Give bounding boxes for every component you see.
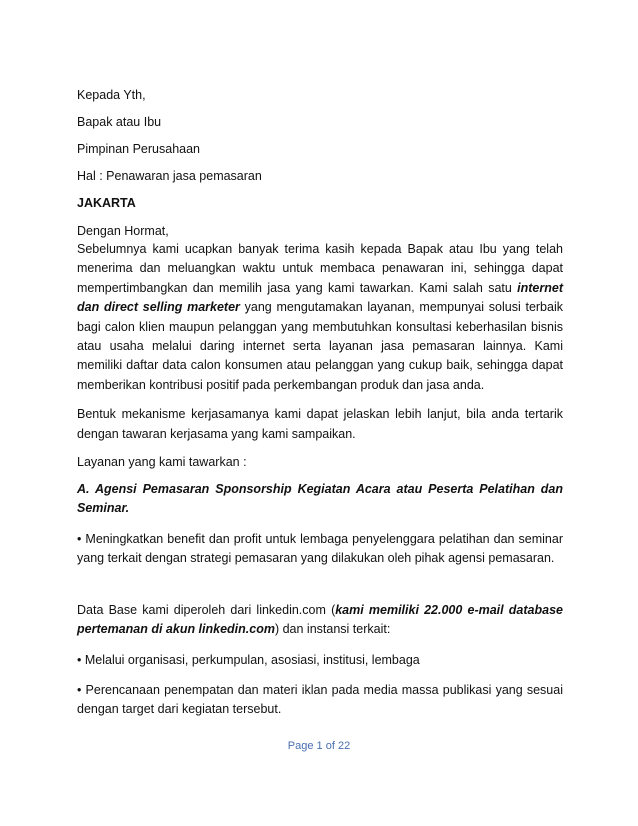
paragraph-intro <box>77 240 563 395</box>
page-number: Page 1 of 22 <box>287 740 351 752</box>
paragraph-intro-part2: yang mengutamakan layanan, mempunyai solusi terbaik bagi calon klien maupun pelanggan yang membutuhkan konsultasi keberhasilan bisnis atau usaha melalui daring internet serta layanan jasa pemasaran lainnya. Kami memiliki daftar data calon konsumen atau pelanggan yang cukup baik, sehingga dapat memberikan kontribusi positif pada perkembangan produk dan jasa anda. <box>77 300 563 392</box>
paragraph-intro-emphasis: internet dan direct selling marketer <box>77 280 563 315</box>
services-intro: Layanan yang kami tawarkan : <box>77 455 247 470</box>
recipient-line-1: Kepada Yth, <box>77 88 146 102</box>
bullet-media-planning: • Perencanaan penempatan dan materi iklan pada media massa publikasi yang sesuai dengan target dari kegiatan tersebut. <box>77 682 563 717</box>
letter-body <box>77 88 563 720</box>
city-line: JAKARTA <box>77 196 136 210</box>
paragraph-intro-part1: Sebelumnya kami ucapkan banyak terima kasih kepada Bapak atau Ibu yang telah menerima dan meluangkan waktu untuk membaca penawaran ini, sehingga dapat mempertimbangkan dan memilih jasa yang kami tawarkan. Kami salah satu <box>77 242 563 295</box>
bullet-benefit: • Meningkatkan benefit dan profit untuk lembaga penyelenggara pelatihan dan seminar yang terkait dengan strategi pemasaran yang dilakukan oleh pihak agensi pemasaran. <box>77 531 563 566</box>
recipient-line-3: Pimpinan Perusahaan <box>77 142 200 156</box>
bullet-organisations: • Melalui organisasi, perkumpulan, asosiasi, institusi, lembaga <box>77 652 420 667</box>
database-emphasis: kami memiliki 22.000 e-mail database pertemanan di akun linkedin.com <box>77 602 563 637</box>
database-part1: Data Base kami diperoleh dari linkedin.com ( <box>77 602 336 617</box>
salutation: Dengan Hormat, <box>77 224 169 238</box>
paragraph-database <box>77 601 563 640</box>
database-part2: ) dan instansi terkait: <box>274 622 391 637</box>
recipient-line-2: Bapak atau Ibu <box>77 115 162 129</box>
service-heading: A. Agensi Pemasaran Sponsorship Kegiatan Acara atau Peserta Pelatihan dan Seminar. <box>77 482 563 516</box>
paragraph-mechanism: Bentuk mekanisme kerjasamanya kami dapat jelaskan lebih lanjut, bila anda tertarik dengan tawaran kerjasama yang kami sampaikan. <box>77 407 563 441</box>
subject-line: Hal : Penawaran jasa pemasaran <box>77 169 262 183</box>
